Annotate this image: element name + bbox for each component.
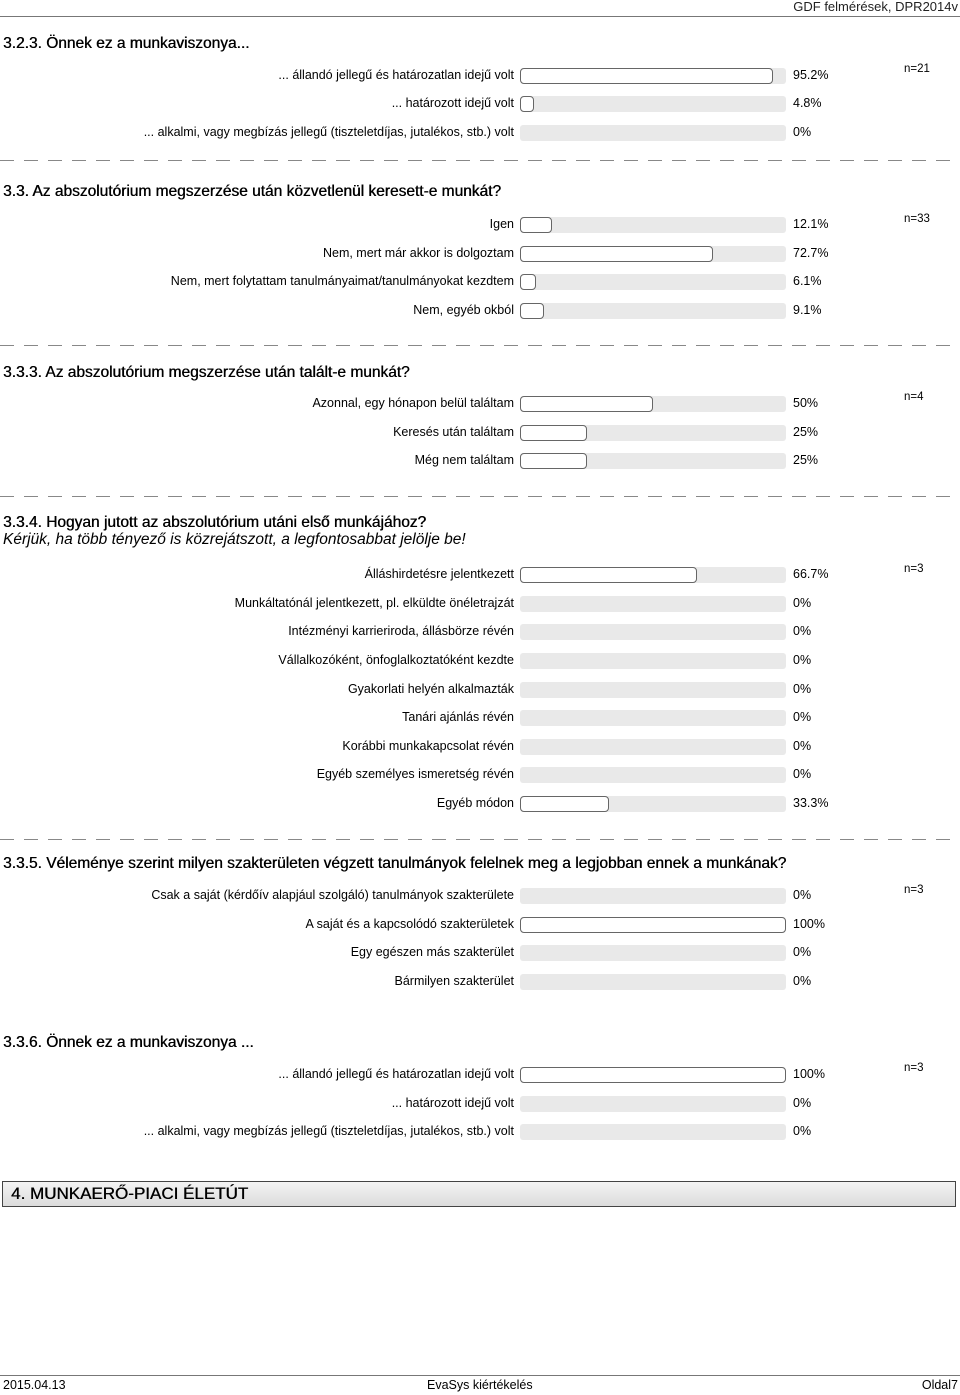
bar-track xyxy=(520,653,786,669)
answer-percent: 12.1% xyxy=(793,217,829,231)
bar-track xyxy=(520,596,786,612)
bar-track xyxy=(520,1124,786,1140)
answer-label: Egyéb személyes ismeretség révén xyxy=(316,767,514,781)
bar-fill xyxy=(520,303,544,319)
bar-fill xyxy=(520,453,587,469)
bar-fill xyxy=(520,1067,786,1083)
answer-label: ... állandó jellegű és határozatlan idejű volt xyxy=(278,1067,514,1081)
answer-label: Nem, egyéb okból xyxy=(413,303,514,317)
answer-row xyxy=(0,244,960,264)
answer-percent: 4.8% xyxy=(793,96,822,110)
answer-percent: 0% xyxy=(793,653,812,667)
answer-label: Bármilyen szakterület xyxy=(394,974,514,988)
bar-track xyxy=(520,217,786,233)
document-header: GDF felmérések, DPR2014v xyxy=(793,0,958,14)
sample-size: n=3 xyxy=(904,884,924,896)
answer-row xyxy=(0,423,960,443)
answer-percent: 50% xyxy=(793,396,819,410)
sample-size: n=3 xyxy=(904,1062,924,1074)
answer-row xyxy=(0,66,960,86)
answer-percent: 0% xyxy=(793,624,812,638)
answer-label: Álláshirdetésre jelentkezett xyxy=(364,567,514,581)
bar-track xyxy=(520,624,786,640)
answer-percent: 0% xyxy=(793,1096,812,1110)
question-title: 3.3.3. Az abszolutórium megszerzése után talált-e munkát? xyxy=(3,364,410,381)
bar-track xyxy=(520,917,786,933)
answer-row xyxy=(0,708,960,728)
answer-percent: 66.7% xyxy=(793,567,829,581)
bar-track xyxy=(520,303,786,319)
bar-fill xyxy=(520,246,713,262)
bar-track xyxy=(520,125,786,141)
answer-label: ... határozott idejű volt xyxy=(391,1096,514,1110)
answer-row xyxy=(0,651,960,671)
answer-row xyxy=(0,1065,960,1085)
answer-label: Egyéb módon xyxy=(436,796,514,810)
bar-track xyxy=(520,453,786,469)
bar-fill xyxy=(520,96,534,112)
answer-percent: 0% xyxy=(793,888,812,902)
bar-track xyxy=(520,1067,786,1083)
section-divider xyxy=(0,345,960,346)
answer-label: Csak a saját (kérdőív alapjául szolgáló) tanulmányok szakterülete xyxy=(151,888,514,902)
bar-track xyxy=(520,246,786,262)
bar-track xyxy=(520,796,786,812)
answer-row xyxy=(0,765,960,785)
bar-track xyxy=(520,739,786,755)
answer-row xyxy=(0,394,960,414)
bar-track xyxy=(520,1096,786,1112)
answer-label: Még nem találtam xyxy=(414,453,514,467)
footer-date: 2015.04.13 xyxy=(3,1378,66,1392)
answer-percent: 25% xyxy=(793,425,819,439)
bar-track xyxy=(520,710,786,726)
answer-label: Egy egészen más szakterület xyxy=(350,945,514,959)
answer-percent: 100% xyxy=(793,917,825,931)
question-subtitle: Kérjük, ha több tényező is közrejátszott, a legfontosabbat jelölje be! xyxy=(3,531,466,548)
bar-fill xyxy=(520,796,609,812)
answer-row xyxy=(0,915,960,935)
answer-label: Azonnal, egy hónapon belül találtam xyxy=(312,396,514,410)
bar-track xyxy=(520,974,786,990)
answer-label: ... határozott idejű volt xyxy=(391,96,514,110)
bar-track xyxy=(520,274,786,290)
answer-percent: 0% xyxy=(793,739,812,753)
bar-fill xyxy=(520,396,653,412)
answer-percent: 6.1% xyxy=(793,274,822,288)
answer-label: Keresés után találtam xyxy=(393,425,514,439)
header-rule xyxy=(0,16,960,17)
bar-fill xyxy=(520,425,587,441)
answer-percent: 0% xyxy=(793,945,812,959)
answer-row xyxy=(0,123,960,143)
answer-row xyxy=(0,943,960,963)
answer-percent: 0% xyxy=(793,682,812,696)
question-title: 3.2.3. Önnek ez a munkaviszonya... xyxy=(3,35,250,52)
sample-size: n=21 xyxy=(904,63,930,75)
answer-row xyxy=(0,94,960,114)
answer-label: Korábbi munkakapcsolat révén xyxy=(342,739,514,753)
chapter-heading xyxy=(2,1181,956,1207)
question-title: 3.3.6. Önnek ez a munkaviszonya ... xyxy=(3,1034,254,1051)
answer-label: Gyakorlati helyén alkalmazták xyxy=(347,682,514,696)
bar-fill xyxy=(520,274,536,290)
section-divider xyxy=(0,160,960,161)
answer-row xyxy=(0,622,960,642)
answer-percent: 0% xyxy=(793,125,812,139)
bar-track xyxy=(520,945,786,961)
bar-track xyxy=(520,567,786,583)
bar-track xyxy=(520,767,786,783)
answer-label: ... alkalmi, vagy megbízás jellegű (tiszteletdíjas, jutalékos, stb.) volt xyxy=(143,1124,514,1138)
chapter-title: 4. MUNKAERŐ-PIACI ÉLETÚT xyxy=(11,1184,249,1203)
answer-percent: 100% xyxy=(793,1067,825,1081)
answer-label: Intézményi karrieriroda, állásbörze révén xyxy=(288,624,514,638)
answer-label: Munkáltatónál jelentkezett, pl. elküldte önéletrajzát xyxy=(234,596,514,610)
answer-row xyxy=(0,737,960,757)
section-divider xyxy=(0,496,960,497)
answer-row xyxy=(0,215,960,235)
answer-percent: 25% xyxy=(793,453,819,467)
answer-label: A saját és a kapcsolódó szakterületek xyxy=(305,917,514,931)
bar-fill xyxy=(520,567,697,583)
footer-rule xyxy=(0,1375,960,1376)
bar-track xyxy=(520,682,786,698)
answer-label: ... alkalmi, vagy megbízás jellegű (tiszteletdíjas, jutalékos, stb.) volt xyxy=(143,125,514,139)
bar-fill xyxy=(520,68,773,84)
footer-center-text: EvaSys kiértékelés xyxy=(427,1378,533,1392)
bar-track xyxy=(520,425,786,441)
answer-row xyxy=(0,272,960,292)
sample-size: n=4 xyxy=(904,391,924,403)
answer-row xyxy=(0,451,960,471)
answer-label: Tanári ajánlás révén xyxy=(402,710,514,724)
answer-row xyxy=(0,594,960,614)
answer-percent: 0% xyxy=(793,710,812,724)
answer-row xyxy=(0,972,960,992)
answer-percent: 9.1% xyxy=(793,303,822,317)
answer-percent: 0% xyxy=(793,596,812,610)
answer-label: ... állandó jellegű és határozatlan idejű volt xyxy=(278,68,514,82)
page-number: Oldal7 xyxy=(921,1378,958,1392)
bar-track xyxy=(520,888,786,904)
answer-percent: 0% xyxy=(793,767,812,781)
answer-label: Nem, mert folytattam tanulmányaimat/tanulmányokat kezdtem xyxy=(170,274,514,288)
answer-row xyxy=(0,886,960,906)
answer-row xyxy=(0,680,960,700)
answer-percent: 95.2% xyxy=(793,68,829,82)
question-title: 3.3. Az abszolutórium megszerzése után közvetlenül keresett-e munkát? xyxy=(3,183,501,200)
bar-fill xyxy=(520,917,786,933)
answer-row xyxy=(0,301,960,321)
answer-label: Vállalkozóként, önfoglalkoztatóként kezdte xyxy=(278,653,514,667)
answer-percent: 33.3% xyxy=(793,796,829,810)
answer-row xyxy=(0,565,960,585)
bar-track xyxy=(520,68,786,84)
answer-row xyxy=(0,1122,960,1142)
question-title: 3.3.5. Véleménye szerint milyen szakterületen végzett tanulmányok felelnek meg a legjobban ennek a munkának? xyxy=(3,855,787,872)
bar-fill xyxy=(520,217,552,233)
answer-label: Nem, mert már akkor is dolgoztam xyxy=(322,246,514,260)
answer-percent: 0% xyxy=(793,1124,812,1138)
answer-row xyxy=(0,794,960,814)
answer-label: Igen xyxy=(489,217,514,231)
question-title: 3.3.4. Hogyan jutott az abszolutórium utáni első munkájához? xyxy=(3,514,427,531)
answer-percent: 72.7% xyxy=(793,246,829,260)
sample-size: n=33 xyxy=(904,213,930,225)
sample-size: n=3 xyxy=(904,563,924,575)
section-divider xyxy=(0,839,960,840)
bar-track xyxy=(520,396,786,412)
answer-percent: 0% xyxy=(793,974,812,988)
answer-row xyxy=(0,1094,960,1114)
bar-track xyxy=(520,96,786,112)
